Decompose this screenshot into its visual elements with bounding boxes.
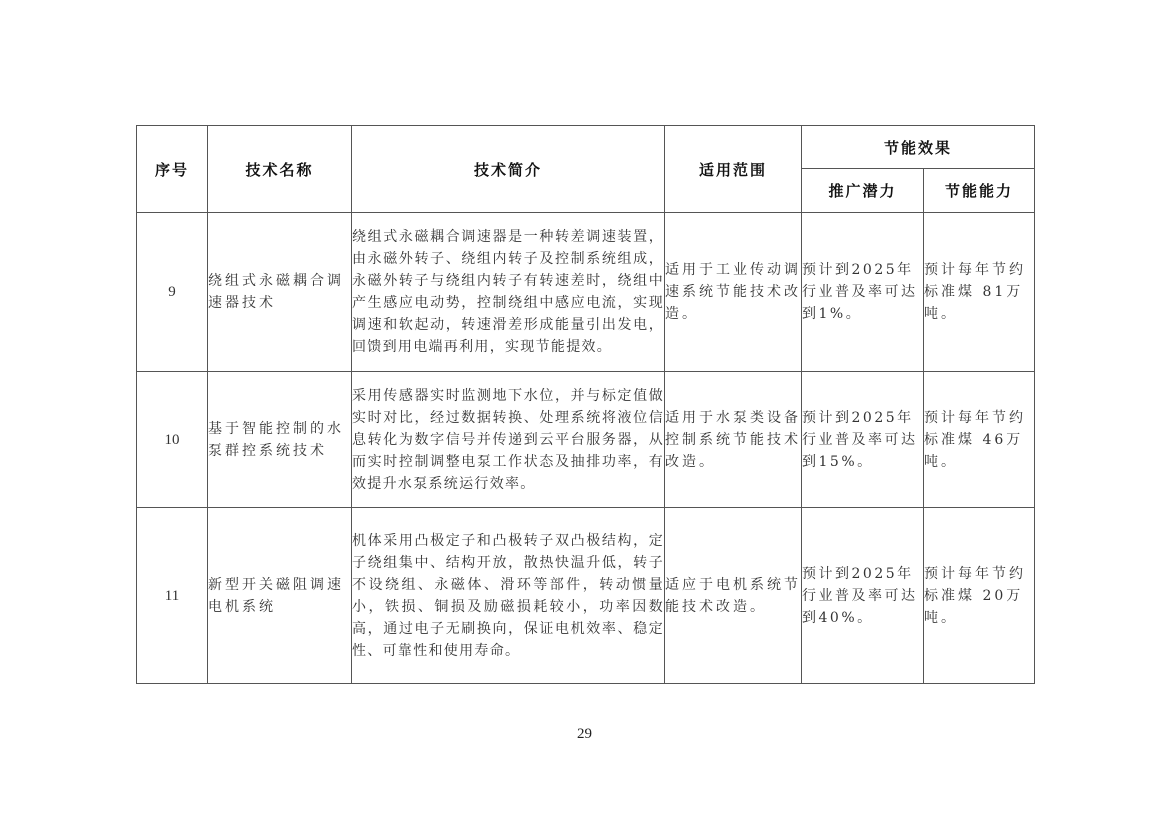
table-row bbox=[137, 508, 1035, 684]
row-description: 绕组式永磁耦合调速器是一种转差调速装置，由永磁外转子、绕组内转子及控制系统组成，永磁外转子与绕组内转子有转速差时，绕组中产生感应电动势，控制绕组中感应电流，实现调速和软起动，转速滑差形成能量引出发电，回馈到用电端再利用，实现节能提效。 bbox=[352, 213, 665, 372]
header-scope: 适用范围 bbox=[665, 126, 802, 213]
row-name: 新型开关磁阻调速电机系统 bbox=[208, 508, 352, 684]
header-name: 技术名称 bbox=[208, 126, 352, 213]
row-scope: 适用于工业传动调速系统节能技术改造。 bbox=[665, 213, 802, 372]
header-potential: 推广潜力 bbox=[802, 169, 924, 213]
header-description: 技术简介 bbox=[352, 126, 665, 213]
row-potential: 预计到2025年行业普及率可达到1%。 bbox=[802, 213, 924, 372]
header-index: 序号 bbox=[137, 126, 208, 213]
row-name: 绕组式永磁耦合调速器技术 bbox=[208, 213, 352, 372]
row-potential: 预计到2025年行业普及率可达到15%。 bbox=[802, 372, 924, 508]
row-index: 11 bbox=[137, 508, 208, 684]
row-capacity: 预计每年节约标准煤 20万吨。 bbox=[924, 508, 1035, 684]
row-name: 基于智能控制的水泵群控系统技术 bbox=[208, 372, 352, 508]
page-number: 29 bbox=[577, 726, 592, 742]
row-description: 机体采用凸极定子和凸极转子双凸极结构，定子绕组集中、结构开放，散热快温升低，转子不设绕组、永磁体、滑环等部件，转动惯量小，铁损、铜损及励磁损耗较小，功率因数高，通过电子无刷换向，保证电机效率、稳定性、可靠性和使用寿命。 bbox=[352, 508, 665, 684]
row-description: 采用传感器实时监测地下水位，并与标定值做实时对比，经过数据转换、处理系统将液位信息转化为数字信号并传递到云平台服务器，从而实时控制调整电泵工作状态及抽排功率，有效提升水泵系统运行效率。 bbox=[352, 372, 665, 508]
table-row bbox=[137, 213, 1035, 372]
row-index: 9 bbox=[137, 213, 208, 372]
row-index: 10 bbox=[137, 372, 208, 508]
row-scope: 适应于电机系统节能技术改造。 bbox=[665, 508, 802, 684]
header-capacity: 节能能力 bbox=[924, 169, 1035, 213]
table-row bbox=[137, 372, 1035, 508]
row-capacity: 预计每年节约标准煤 46万吨。 bbox=[924, 372, 1035, 508]
header-effect-group: 节能效果 bbox=[802, 126, 1035, 169]
row-potential: 预计到2025年行业普及率可达到40%。 bbox=[802, 508, 924, 684]
row-capacity: 预计每年节约标准煤 81万吨。 bbox=[924, 213, 1035, 372]
row-scope: 适用于水泵类设备控制系统节能技术改造。 bbox=[665, 372, 802, 508]
energy-saving-technology-table bbox=[136, 125, 1035, 684]
